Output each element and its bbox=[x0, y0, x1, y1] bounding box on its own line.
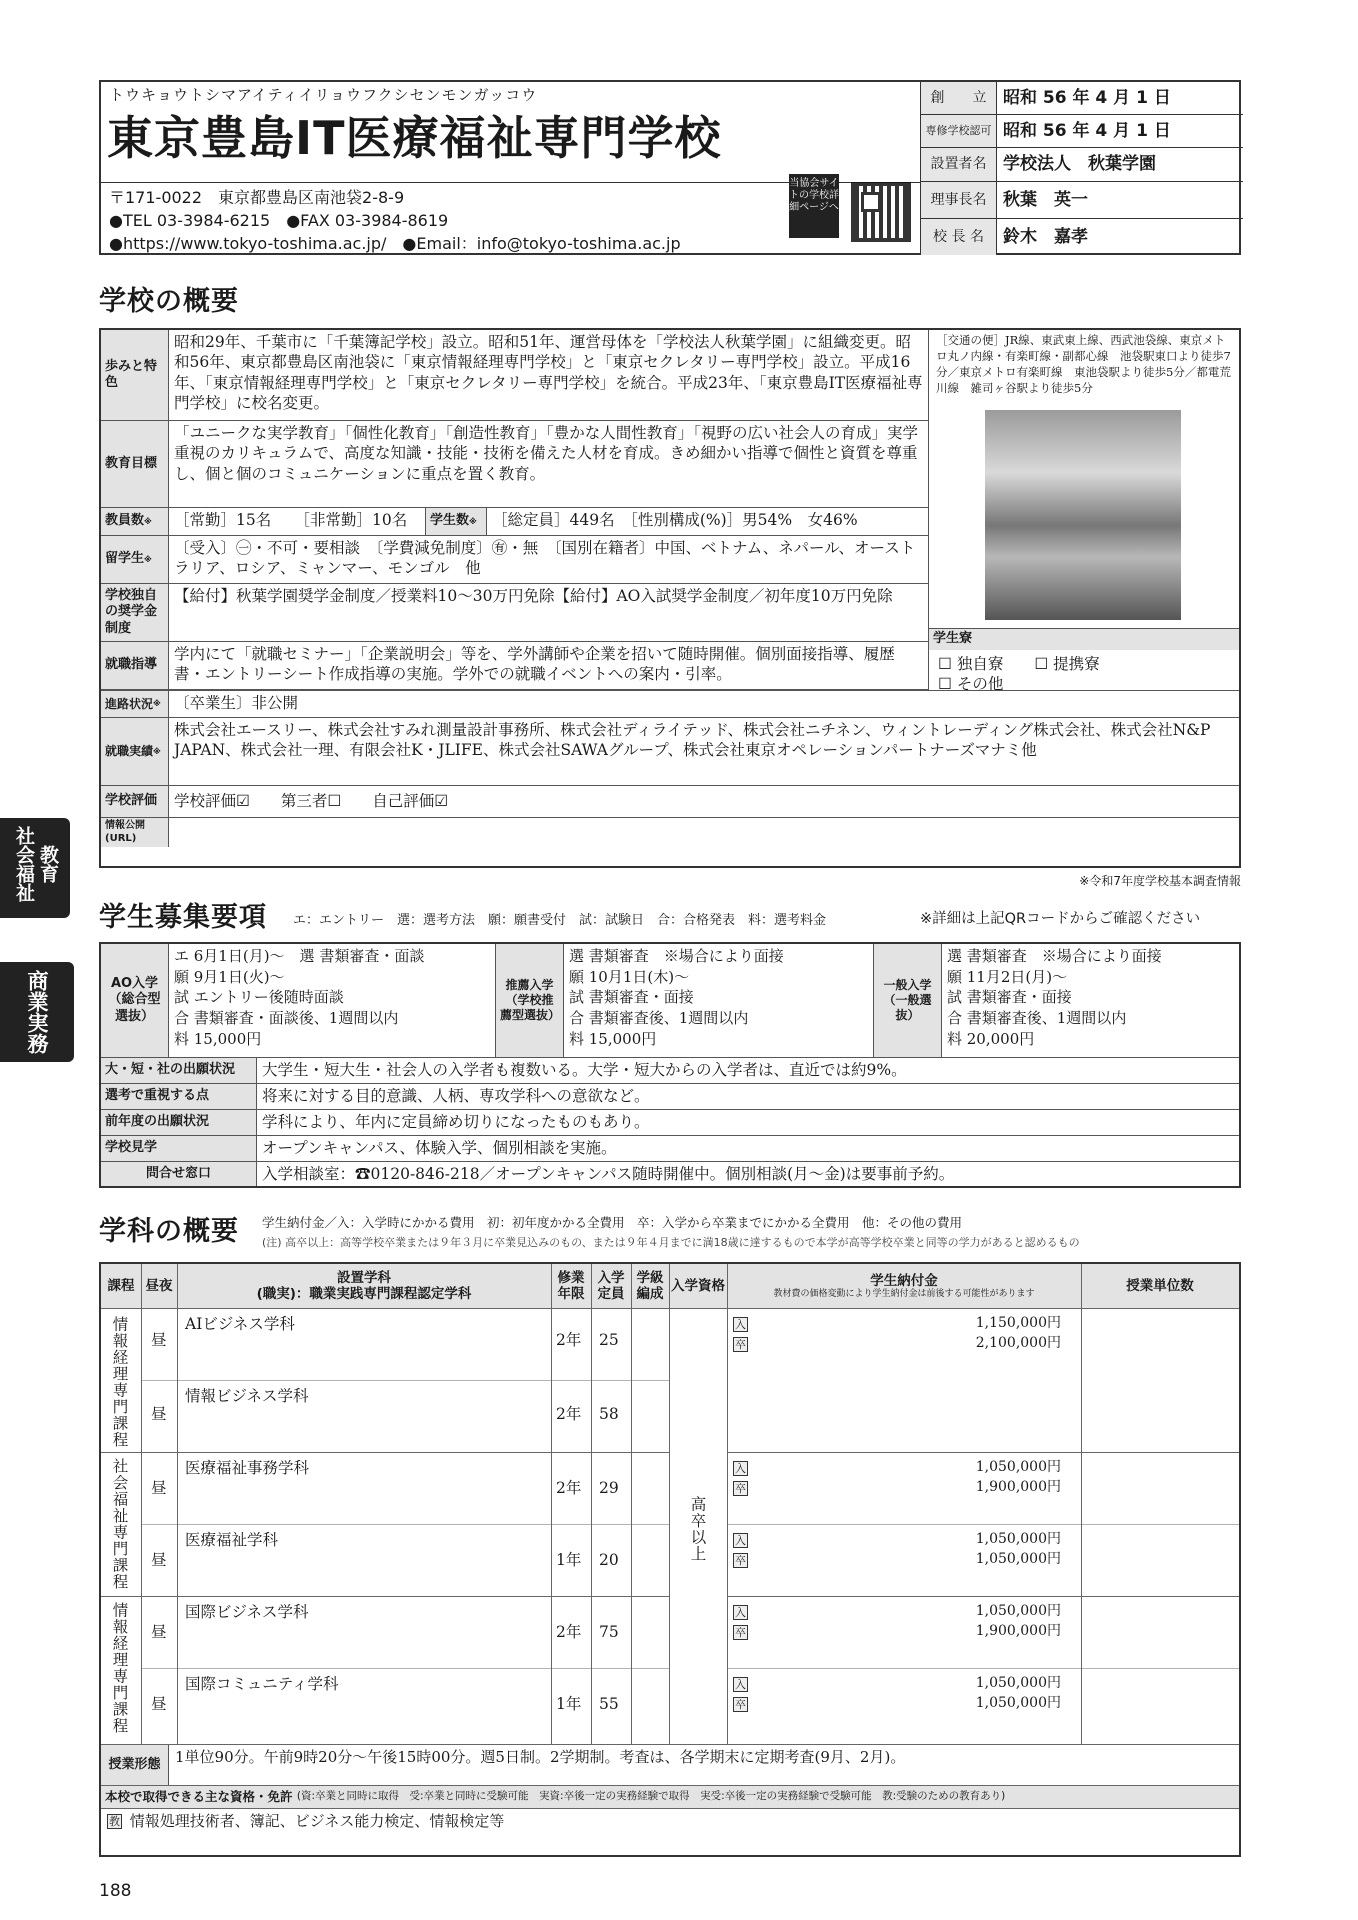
school-header bbox=[99, 80, 1241, 255]
dept-title: 学科の概要 bbox=[99, 1216, 239, 1247]
school-kana: トウキョウトシマアイティイリョウフクシセンモンガッコウ bbox=[109, 86, 538, 104]
overview-table: 歩みと特色 昭和29年、千葉市に「千葉簿記学校」設立。昭和51年、運営母体を「学校法人秋葉学園」に組織変更。昭和56年、東京都豊島区南池袋に「東京情報経理専門学校」と「東京セクレタリー専門学校」設立。平成16年、「東京情報経理専門学校」と「東京セクレタリー専門学校」を統合。平成23年、「東京豊島IT医療福祉専門学校」に校名変更。 教育目標 「ユニークな実学教育」「個性化教育」「創造性教育」「豊かな人間性教育」「視野の広い社会人の育成」実学重視のカリキュラムで、高度な知識・技能・技術を備えた人材を育成。きめ細かい指導で個性と資質を尊重し、個と個のコミュニケーションに重点を置く教育。 教員数 ※ ［常勤］15名 ［非常勤］10名 学生数 ※ ［総定員］449名 ［性別構成(%)］男54% 女46% 留学生 ※ 〔受入〕㊀・不可・要相談 〔学費減免制度〕㊒・無 〔国別在籍者〕中国、ベトナム、ネパール、オーストラリア、ロシア、ミャンマー、モンゴル 他 学校独自の奨学金制度 【給付】秋葉学園奨学金制度／授業料10～30万円免除【給付】AO入試奨学金制度／初年度10万円免除 就職指導 学内にて「就職セミナー」「企業説明会」等を、学外講師や企業を招いて随時開催。個別面接指導、履歴書・エントリーシート作成指導の実施。学外での就職イベントへの案内・引率。 ［交通の便］JR線、東武東上線、西武池袋線、東京メトロ丸ノ内線・有楽町線・副都心線 池袋駅東口より徒歩7分／東京メトロ有楽町線 東池袋駅より徒歩5分／都電荒川線 雑司ヶ谷駅より徒歩5分 学生寮 ☐ 独自寮 ☐ 提携寮 ☐ その他 進路状況 ※ 〔卒業生〕非公開 就職実績 ※ 株式会社エースリー、株式会社すみれ測量設計事務所、株式会社ディライテッド、株式会社ニチネン、ウィントレーディング株式会社、株式会社N&P JAPAN、株式会社一理、有限会社K・JLIFE、株式会社SAWAグループ、株式会社東京オペレーションパートナーズマナミ他 学校評価 学校評価☑ 第三者☐ 自己評価☑ 情報公開(URL) bbox=[99, 328, 1241, 868]
site-link-badge[interactable]: 当協会サイトの学校詳細ページへ bbox=[789, 174, 839, 238]
side-tab-education-welfare: 社会福祉 教育 bbox=[0, 818, 70, 918]
page-number: 188 bbox=[99, 1881, 132, 1901]
recruit-table: AO入学（総合型選抜） エ 6月1日(月)～ 選 書類審査・面談 願 9月1日(火)～ 試 エントリー後随時面談 合 書類審査・面談後、1週間以内 料 15,000円 推薦入学（学校推薦型選抜） 選 書類審査 ※場合により面接 願 10月1日(木)～ 試 書類審査・面接 合 書類審査後、1週間以内 料 15,000円 一般入学（一般選抜） 選 書類審査 ※場合により面接 願 11月2日(月)～ 試 書類審査・面接 合 書類審査後、1週間以内 料 20,000円 大・短・社の出願状況 大学生・短大生・社会人の入学者も複数いる。大学・短大からの入学者は、直近では約9%。 選考で重視する点 将来に対する目的意識、人柄、専攻学科への意欲など。 前年度の出願状況 学科により、年内に定員締め切りになったものもあり。 学校見学 オープンキャンパス、体験入学、個別相談を実施。 問合せ窓口 入学相談室：☎0120-846-218／オープンキャンパス随時開催中。個別相談(月～金)は要事前予約。 bbox=[99, 942, 1241, 1188]
school-name: 東京豊島IT医療福祉専門学校 bbox=[107, 111, 722, 165]
school-address: 〒171-0022 東京都豊島区南池袋2-8-9 bbox=[109, 188, 405, 207]
recruit-title: 学生募集要項 bbox=[99, 902, 267, 933]
school-web[interactable]: ●https://www.tokyo-toshima.ac.jp/ ●Email：info@tokyo-toshima.ac.jp bbox=[109, 234, 681, 253]
qr-code-icon[interactable] bbox=[851, 182, 911, 242]
school-tel-fax: ●TEL 03-3984-6215 ●FAX 03-3984-8619 bbox=[109, 211, 449, 230]
school-info-table: 創 立 昭和 56 年 4 月 1 日 専修学校認可 昭和 56 年 4 月 1 日 設置者名 学校法人 秋葉学園 理事長名 秋葉 英一 校 長 名 鈴木 嘉孝 bbox=[921, 82, 1243, 253]
dept-table: 課程 昼夜 設置学科 (職実)：職業実践専門課程認定学科 修業年限 入学定員 学級編成 入学資格 学生納付金 教材費の価格変動により学生納付金は前後する可能性があります 授業単位数 情報経理専門課程 社会福祉専門課程 情報経理専門課程 高卒以上 昼 AIビジネス学科 2年 25 入 卒 1,150,000円 2,100,000円 昼 情報ビジネス学科 2年 58 昼 医療福祉事務学科 2年 29 入 卒 1,050,000円 1,900,000円 昼 医療福祉学科 1年 20 入 卒 1,050,000円 1,050,000円 昼 国際ビジネス学科 2年 75 入 卒 1,050,000円 1,900,000円 昼 国際コミュニティ学科 1年 55 入 卒 1,050,000円 1,050,000円 授業形態 1単位90分。午前9時20分～午後15時00分。週5日制。2学期制。考査は、各学期末に定期考査(9月、2月)。 本校で取得できる主な資格・免許 (資:卒業と同時に取得 受:卒業と同時に受験可能 実資:卒後一定の実務経験で取得 実受:卒後一定の実務経験で受験可能 教:受験のための教育あり) 教 情報処理技術者、簿記、ビジネス能力検定、情報検定等 bbox=[99, 1262, 1241, 1857]
access-info: ［交通の便］JR線、東武東上線、西武池袋線、東京メトロ丸ノ内線・有楽町線・副都心線 池袋駅東口より徒歩7分／東京メトロ有楽町線 東池袋駅より徒歩5分／都電荒川線 雑司ヶ谷駅より徒歩5分 bbox=[936, 333, 1231, 396]
side-tab-commerce: 商業実務 bbox=[0, 962, 74, 1062]
campus-photo bbox=[985, 410, 1181, 620]
overview-title: 学校の概要 bbox=[99, 286, 239, 317]
